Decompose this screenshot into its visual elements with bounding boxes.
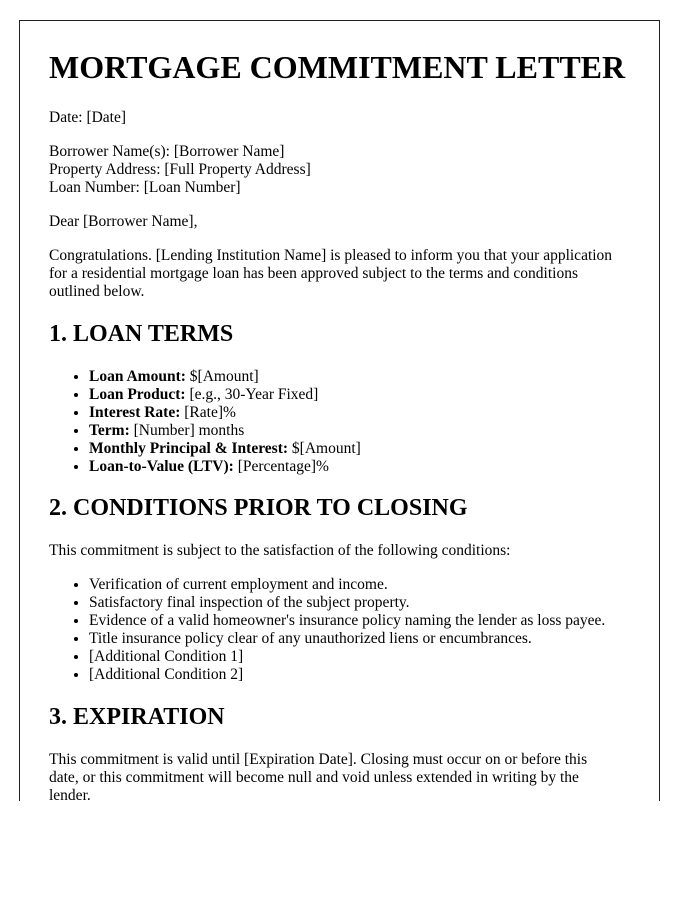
list-item [89,368,361,386]
intro-paragraph [49,247,639,301]
list-item: • Satisfactory final inspection of the subject property. [89,594,605,612]
term-label: Loan-to-Value (LTV): [89,458,234,475]
term-label: Loan Product: [89,386,186,403]
intro-line: Congratulations. [Lending Institution Name] is pleased to inform you that your application [49,247,613,264]
section-heading-loan-terms: 1. LOAN TERMS [49,321,234,347]
loan-terms-list [49,368,361,476]
expiration-line: date, or this commitment will become null and void unless extended in writing by the [49,769,579,786]
term-label: Loan Amount: [89,368,186,385]
term-value: [Rate]% [180,404,236,421]
list-item [89,404,361,422]
intro-line: for a residential mortgage loan has been approved subject to the terms and conditions [49,265,578,282]
term-value: [Percentage]% [233,458,329,475]
section-heading-expiration: 3. EXPIRATION [49,704,225,730]
letter-page [19,20,660,801]
list-item: • Verification of current employment and income. [89,576,605,594]
expiration-line: This commitment is valid until [Expiration Date]. Closing must occur on or before this [49,751,588,768]
list-item [89,386,361,404]
borrower-block [49,143,639,197]
list-item [89,458,361,476]
property-address-line: Property Address: [Full Property Address] [49,161,311,178]
conditions-list [49,576,605,684]
expiration-paragraph [49,751,639,801]
term-value: $[Amount] [288,440,361,457]
term-label: Monthly Principal & Interest: [89,440,289,457]
intro-line: outlined below. [49,283,145,300]
document-title: MORTGAGE COMMITMENT LETTER [49,49,626,85]
section-heading-conditions: 2. CONDITIONS PRIOR TO CLOSING [49,495,468,521]
term-value: $[Amount] [185,368,259,385]
term-value: [Number] months [129,422,245,439]
list-item [89,440,361,458]
term-value: [e.g., 30-Year Fixed] [185,386,319,403]
list-item: • Evidence of a valid homeowner's insurance policy naming the lender as loss payee. [89,612,605,630]
date-line: Date: [Date] [49,109,127,126]
term-label: Term: [89,422,130,439]
expiration-line: lender. [49,787,91,801]
borrower-name-line: Borrower Name(s): [Borrower Name] [49,143,285,160]
loan-number-line: Loan Number: [Loan Number] [49,179,241,196]
list-item: • Title insurance policy clear of any unauthorized liens or encumbrances. [89,630,605,648]
conditions-intro: This commitment is subject to the satisfaction of the following conditions: [49,542,511,559]
list-item [89,422,361,440]
list-item: • [Additional Condition 2] [89,666,605,684]
salutation: Dear [Borrower Name], [49,213,198,230]
term-label: Interest Rate: [89,404,181,421]
list-item: • [Additional Condition 1] [89,648,605,666]
